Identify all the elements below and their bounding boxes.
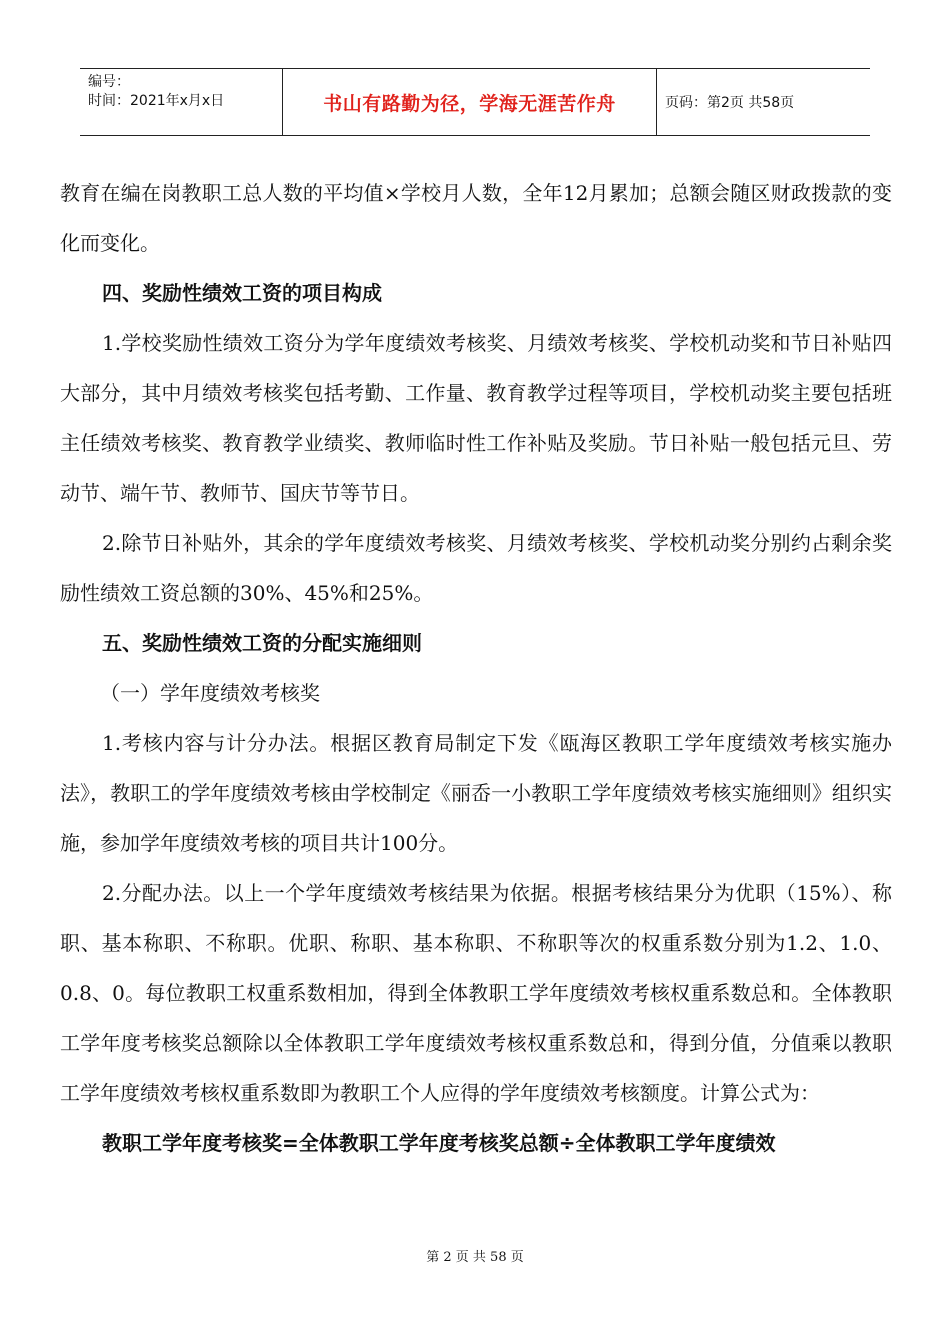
header-page-info: 页码：第2页 共58页 [665, 95, 795, 111]
formula-line: 教职工学年度考核奖=全体教职工学年度考核奖总额÷全体教职工学年度绩效 [102, 1131, 776, 1155]
header-meta-cell [80, 69, 283, 135]
body-paragraph: 教育在编在岗教职工总人数的平均值×学校月人数，全年12月累加；总额会随区财政拨款的变化而变化。 [60, 181, 892, 255]
section-heading-4: 四、奖励性绩效工资的项目构成 [102, 281, 382, 305]
body-paragraph: 2.除节日补贴外，其余的学年度绩效考核奖、月绩效考核奖、学校机动奖分别约占剩余奖励性绩效工资总额的30%、45%和25%。 [60, 531, 892, 605]
body-paragraph: 1.考核内容与计分办法。根据区教育局制定下发《瓯海区教职工学年度绩效考核实施办法》，教职工的学年度绩效考核由学校制定《丽岙一小教职工学年度绩效考核实施细则》组织实施，参加学年度绩效考核的项目共计100分。 [60, 731, 892, 855]
header-number-label: 编号： [88, 74, 130, 90]
document-header [80, 68, 870, 136]
page-footer: 第 2 页 共 58 页 [426, 1250, 524, 1265]
body-paragraph: 2.分配办法。以上一个学年度绩效考核结果为依据。根据考核结果分为优职（15%）、称职、基本称职、不称职。优职、称职、基本称职、不称职等次的权重系数分别为1.2、1.0、0.8、0。每位教职工权重系数相加，得到全体教职工学年度绩效考核权重系数总和。全体教职工学年度考核奖总额除以全体教职工学年度绩效考核权重系数总和，得到分值，分值乘以教职工学年度绩效考核权重系数即为教职工个人应得的学年度绩效考核额度。计算公式为： [60, 881, 892, 1105]
body-paragraph: 1.学校奖励性绩效工资分为学年度绩效考核奖、月绩效考核奖、学校机动奖和节日补贴四大部分，其中月绩效考核奖包括考勤、工作量、教育教学过程等项目，学校机动奖主要包括班主任绩效考核奖、教育教学业绩奖、教师临时性工作补贴及奖励。节日补贴一般包括元旦、劳动节、端午节、教师节、国庆节等节日。 [60, 331, 892, 505]
section-heading-5: 五、奖励性绩效工资的分配实施细则 [102, 631, 422, 655]
document-body [60, 168, 892, 1168]
header-motto: 书山有路勤为径，学海无涯苦作舟 [283, 69, 657, 135]
subsection-heading: （一）学年度绩效考核奖 [100, 681, 320, 705]
header-time-label: 时间：2021年x月x日 [88, 93, 225, 109]
